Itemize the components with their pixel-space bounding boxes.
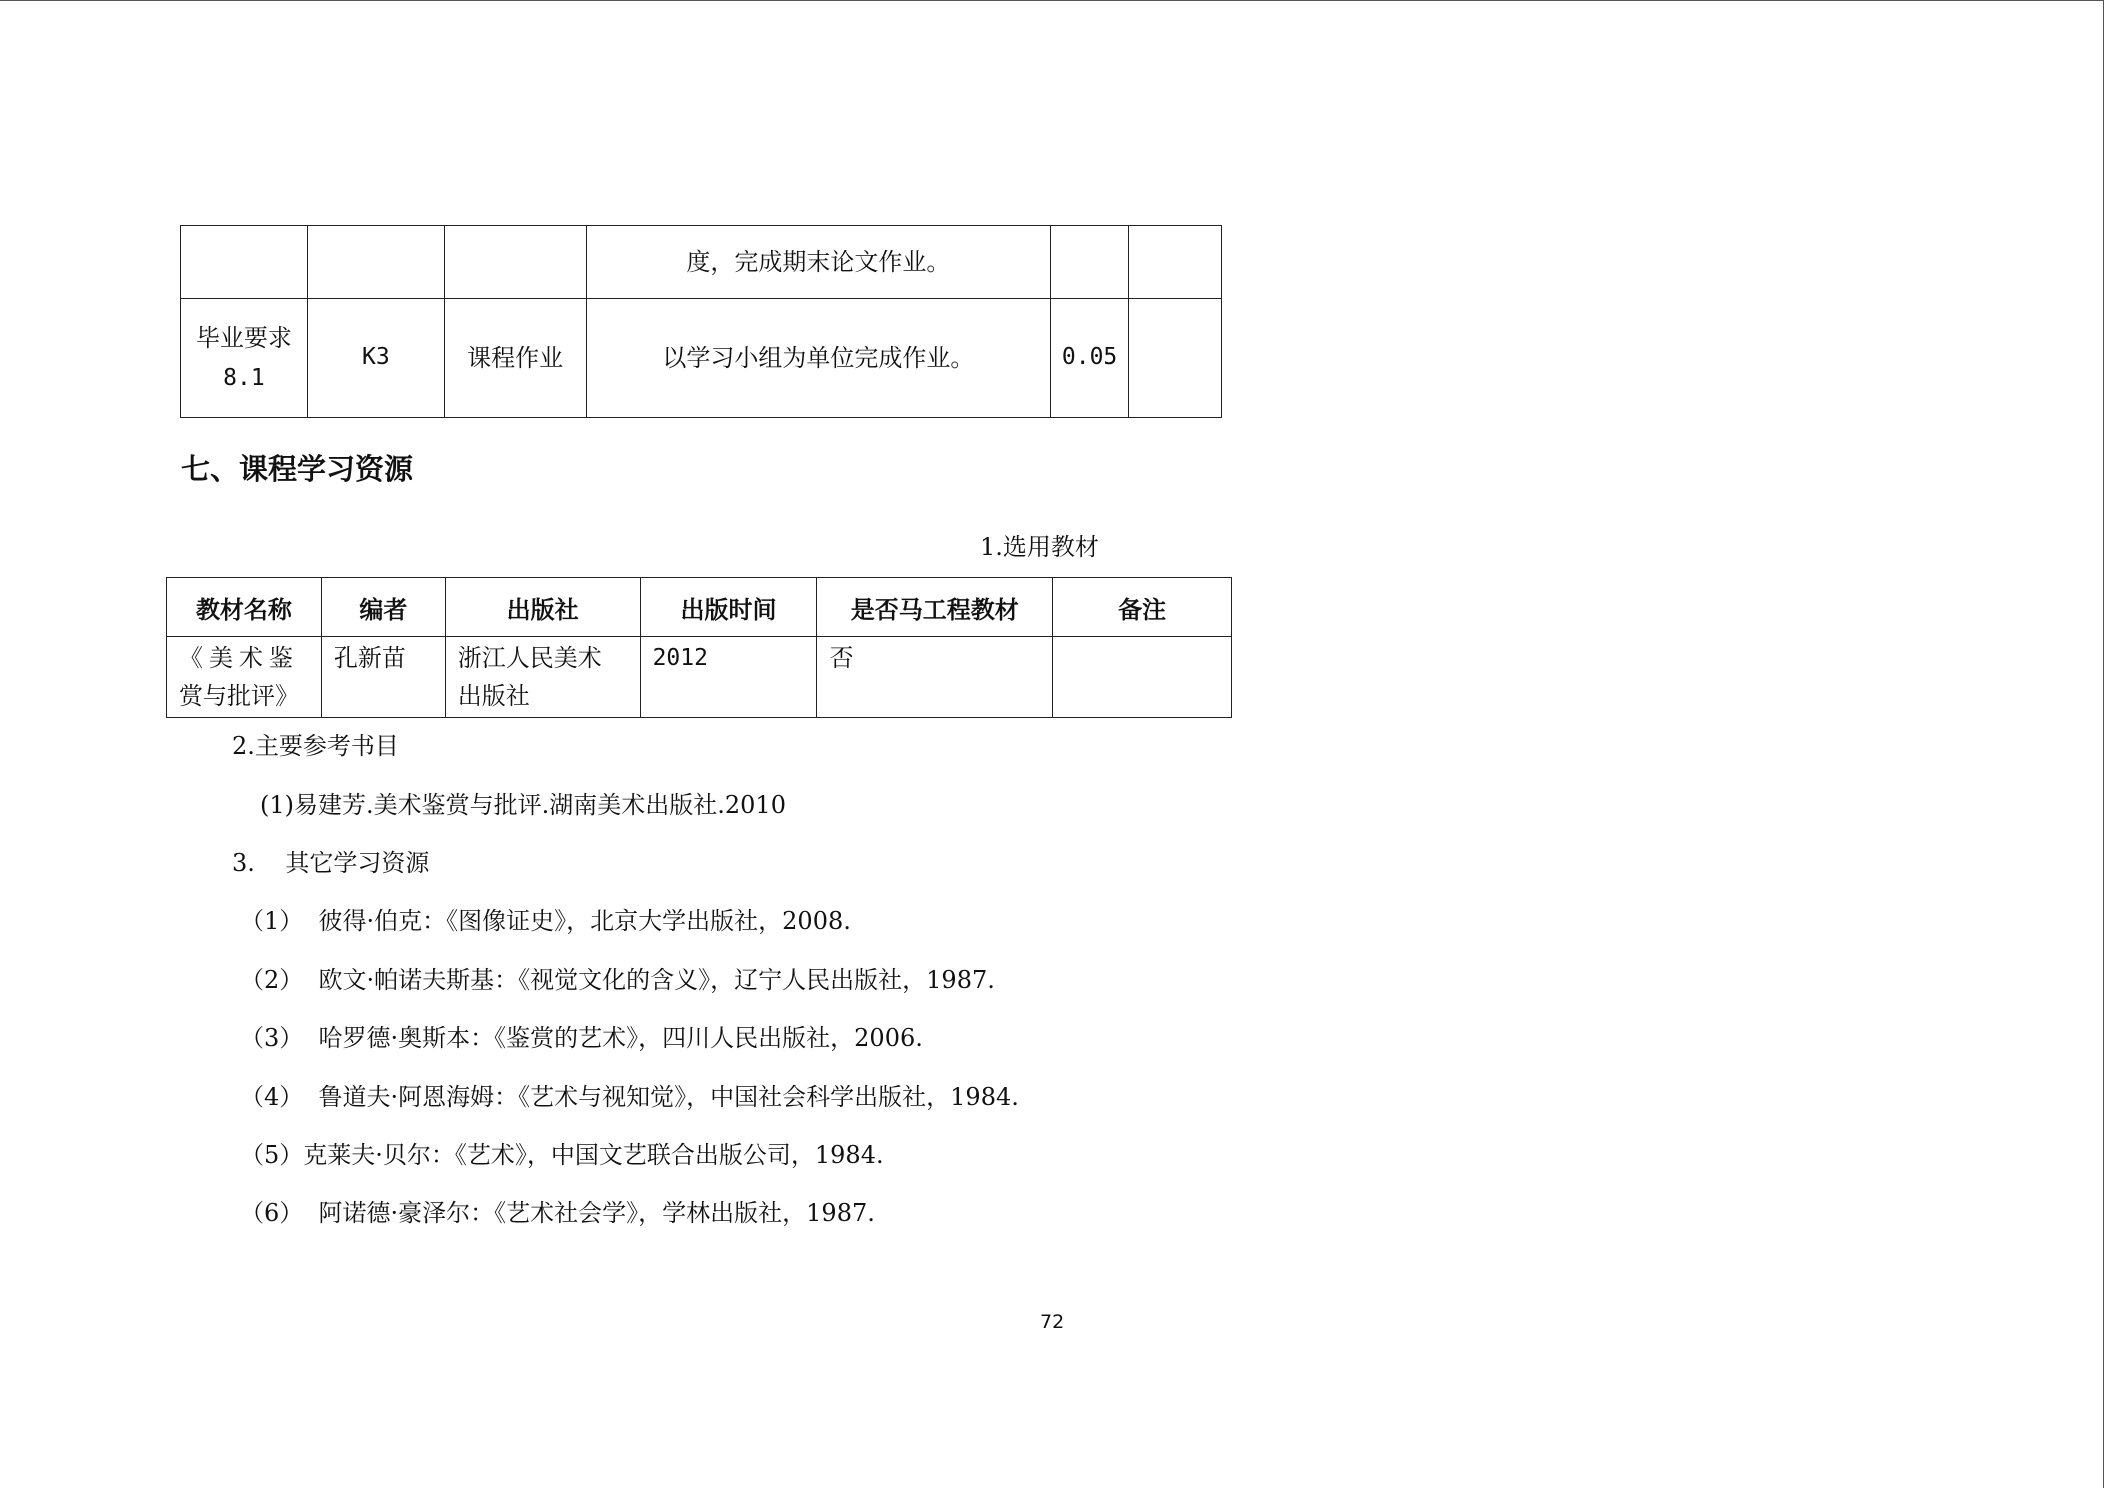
textbook-name-line: 赏与批评》: [179, 682, 299, 710]
references-heading: 2.主要参考书目: [232, 732, 399, 760]
page-border-top: [0, 0, 2104, 1]
textbook-name-line: 《美术鉴: [179, 644, 299, 672]
textbook-year-cell: 2012: [640, 637, 817, 718]
assessment-cell-type: 课程作业: [444, 299, 586, 418]
header-publish-year: 出版时间: [640, 578, 817, 637]
header-textbook-name: 教材名称: [167, 578, 322, 637]
textbook-publisher-cell: [445, 637, 640, 718]
assessment-cell-requirement: [181, 299, 308, 418]
assessment-cell-requirement: [181, 226, 308, 299]
header-remark: 备注: [1053, 578, 1232, 637]
resource-item: （5）克莱夫·贝尔：《艺术》，中国文艺联合出版公司，1984.: [240, 1141, 884, 1169]
textbook-label: 1.选用教材: [980, 533, 1099, 561]
requirement-line: 毕业要求: [195, 324, 292, 353]
header-editor: 编者: [321, 578, 445, 637]
assessment-cell-type: [444, 226, 586, 299]
assessment-cell-content: 度，完成期末论文作业。: [586, 226, 1051, 299]
textbook-header-row: [167, 578, 1232, 637]
assessment-row: [181, 226, 1222, 299]
resource-item: （3） 哈罗德·奥斯本：《鉴赏的艺术》，四川人民出版社，2006.: [240, 1024, 923, 1052]
header-is-mgc: 是否马工程教材: [817, 578, 1053, 637]
assessment-cell-note: [1129, 299, 1222, 418]
textbook-editor-cell: 孔新苗: [321, 637, 445, 718]
assessment-cell-code: K3: [307, 299, 444, 418]
assessment-table: [180, 225, 1222, 418]
resource-item: （6） 阿诺德·豪泽尔：《艺术社会学》，学林出版社，1987.: [240, 1199, 875, 1227]
assessment-cell-content: 以学习小组为单位完成作业。: [586, 299, 1051, 418]
textbook-table: [166, 577, 1232, 718]
publisher-line: 出版社: [457, 682, 530, 710]
section-heading: 七、课程学习资源: [181, 452, 414, 486]
textbook-mgc-cell: 否: [817, 637, 1053, 718]
reference-item: (1)易建芳.美术鉴赏与批评.湖南美术出版社.2010: [260, 791, 786, 819]
resource-item: （2） 欧文·帕诺夫斯基：《视觉文化的含义》，辽宁人民出版社，1987.: [240, 966, 995, 994]
assessment-cell-code: [307, 226, 444, 299]
publisher-line: 浙江人民美术: [457, 644, 602, 672]
header-publisher: 出版社: [445, 578, 640, 637]
textbook-row: [167, 637, 1232, 718]
assessment-cell-note: [1129, 226, 1222, 299]
requirement-number: 8.1: [223, 364, 265, 391]
resource-item: （1） 彼得·伯克：《图像证史》，北京大学出版社，2008.: [240, 907, 851, 935]
assessment-row: [181, 299, 1222, 418]
textbook-remark-cell: [1053, 637, 1232, 718]
assessment-cell-weight: [1051, 226, 1129, 299]
assessment-cell-weight: 0.05: [1051, 299, 1129, 418]
textbook-name-cell: [167, 637, 322, 718]
resource-item: （4） 鲁道夫·阿恩海姆：《艺术与视知觉》，中国社会科学出版社，1984.: [240, 1083, 1019, 1111]
other-resources-heading: 3. 其它学习资源: [232, 849, 430, 877]
page-number: 72: [1040, 1311, 1065, 1333]
